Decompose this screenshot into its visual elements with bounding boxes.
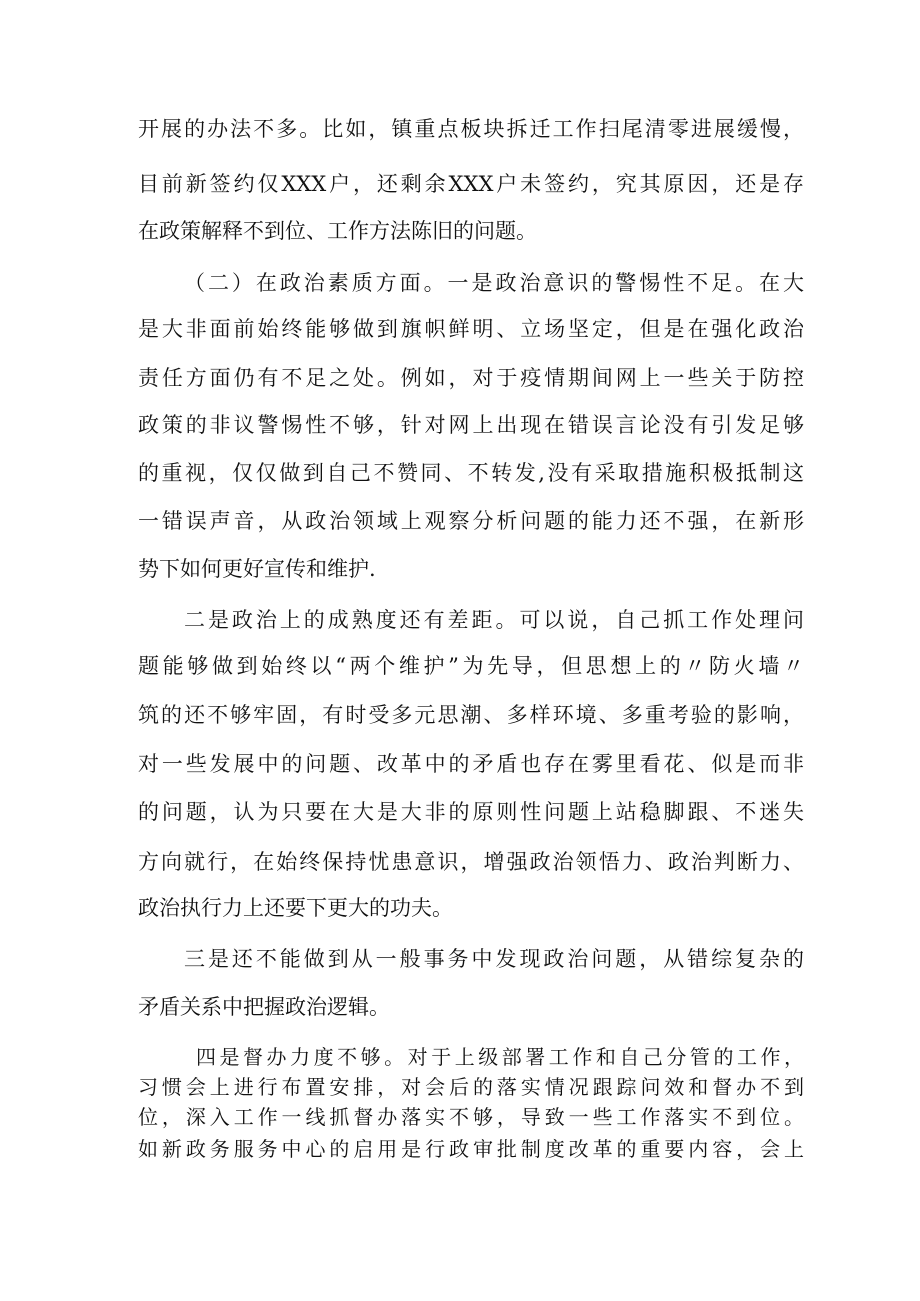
text-line: 方向就行，在始终保持忧患意识，增强政治领悟力、政治判断力、 (138, 850, 804, 874)
text-line: 是大非面前始终能够做到旗帜鲜明、立场坚定，但是在强化政治 (138, 317, 804, 341)
text-line: 位，深入工作一线抓督办落实不够，导致一些工作落实不到位。 (138, 1105, 804, 1129)
text-line: 政治执行力上还要下更大的功夫。 (138, 896, 453, 920)
text-line: 习惯会上进行布置安排，对会后的落实情况跟踪问效和督办不到 (138, 1075, 804, 1099)
text-line: 势下如何更好宣传和维护. (138, 557, 376, 581)
text-line: 如新政务服务中心的启用是行政审批制度改革的重要内容，会上 (138, 1137, 804, 1161)
text-line: 开展的办法不多。比如，镇重点板块拆迁工作扫尾清零进展缓慢， (138, 117, 804, 141)
text-line: 政策的非议警惕性不够，针对网上出现在错误言论没有引发足够 (138, 413, 804, 437)
text-line: 一错误声音，从政治领域上观察分析问题的能力还不强，在新形 (138, 509, 804, 533)
text-line: 的问题，认为只要在大是大非的原则性问题上站稳脚跟、不迷失 (138, 800, 804, 824)
text-line: 目前新签约仅XXX户，还剩余XXX户未签约，究其原因，还是存 (138, 172, 804, 196)
text-line: 责任方面仍有不足之处。例如，对于疫情期间网上一些关于防控 (138, 366, 804, 390)
text-line: 题能够做到始终以“两个维护”为先导，但思想上的〃防火墙〃 (138, 654, 804, 678)
paragraph-start: （二）在政治素质方面。一是政治意识的警惕性不足。在大 (184, 271, 804, 295)
text-line: 对一些发展中的问题、改革中的矛盾也存在雾里看花、似是而非 (138, 752, 804, 776)
text-line: 筑的还不够牢固，有时受多元思潮、多样环境、多重考验的影响， (138, 703, 804, 727)
paragraph-start: 四是督办力度不够。对于上级部署工作和自己分管的工作， (196, 1045, 804, 1069)
paragraph-start: 三是还不能做到从一般事务中发现政治问题，从错综复杂的 (184, 947, 804, 971)
paragraph-start: 二是政治上的成熟度还有差距。可以说，自己抓工作处理问 (184, 608, 804, 632)
text-line: 矛盾关系中把握政治逻辑。 (138, 995, 390, 1019)
text-line: 在政策解释不到位、工作方法陈旧的问题。 (138, 219, 537, 243)
text-line: 的重视，仅仅做到自己不赞同、不转发,没有采取措施积极抵制这 (138, 461, 804, 485)
